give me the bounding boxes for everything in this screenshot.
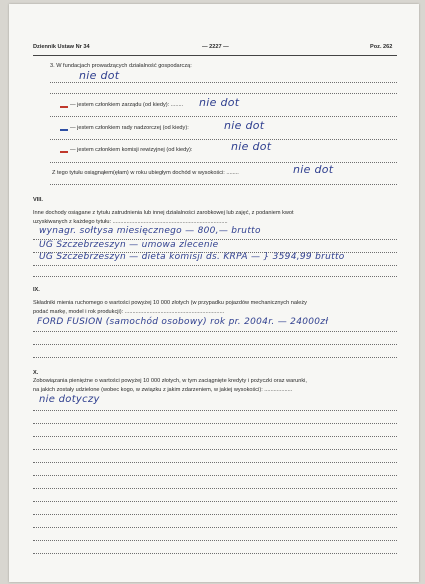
board-member-answer: nie dot: [199, 96, 240, 109]
answer-line: [33, 423, 397, 424]
section10-number: X.: [33, 370, 39, 376]
section9-answer: FORD FUSION (samochód osobowy) rok pr. 2004r. — 24000zł: [37, 317, 329, 327]
section8-text-line1: Inne dochody osiągane z tytułu zatrudnienia lub innej działalności zarobkowej lub zajęć, z podaniem kwot: [33, 210, 294, 216]
answer-line: [33, 527, 397, 528]
section3-answer: nie dot: [79, 69, 120, 82]
section8-number: VIII.: [33, 197, 43, 203]
answer-line: [50, 139, 397, 140]
section8-text-line2: uzyskiwanych z każdego tytułu: ..........................................................................: [33, 219, 228, 225]
answer-line: [33, 488, 397, 489]
section10-answer: nie dotyczy: [39, 394, 100, 405]
answer-line: [33, 357, 397, 358]
audit-committee-label: — jestem członkiem komisji rewizyjnej (od kiedy):: [70, 147, 193, 153]
answer-line: [50, 184, 397, 185]
section8-answer-1: wynagr. sołtysa miesięcznego — 800,— brutto: [39, 226, 261, 236]
red-dash-mark: [60, 106, 68, 108]
position-number: Poz. 262: [370, 44, 393, 50]
answer-line: [50, 82, 397, 83]
answer-line: [33, 276, 397, 277]
supervisory-board-answer: nie dot: [224, 119, 265, 132]
answer-line: [33, 410, 397, 411]
section3-intro: 3. W fundacjach prowadzących działalność gospodarczą:: [50, 63, 192, 69]
red-dash-mark: [60, 151, 68, 153]
answer-line: [33, 514, 397, 515]
answer-line: [33, 331, 397, 332]
section9-text-line2: podać markę, model i rok produkcji): ................................................................: [33, 309, 225, 315]
answer-line: [33, 449, 397, 450]
answer-line: [33, 475, 397, 476]
answer-line: [33, 501, 397, 502]
answer-line: [50, 93, 397, 94]
answer-line: [33, 540, 397, 541]
section10-text-line2: na jakich zostały udzielone (wobec kogo, w związku z jakim zdarzeniem, w jakiej wysokości): ..................: [33, 387, 293, 393]
header-rule: [33, 55, 397, 56]
section9-number: IX.: [33, 287, 40, 293]
income-answer: nie dot: [293, 163, 334, 176]
answer-line: [33, 265, 397, 266]
journal-name: Dziennik Ustaw Nr 34: [33, 44, 90, 50]
section8-answer-2: UG Szczebrzeszyn — umowa zlecenie: [39, 240, 219, 250]
answer-line: [33, 344, 397, 345]
section8-answer-3: UG Szczebrzeszyn — dieta komisji ds. KRPA — } 3594,99 brutto: [39, 252, 345, 262]
audit-committee-answer: nie dot: [231, 140, 272, 153]
income-label: Z tego tytułu osiągnąłem(ęłam) w roku ubiegłym dochód w wysokości: ........: [52, 170, 239, 176]
answer-line: [33, 462, 397, 463]
board-member-label: — jestem członkiem zarządu (od kiedy): ........: [70, 102, 184, 108]
document-page: [9, 4, 419, 582]
answer-line: [50, 162, 397, 163]
answer-line: [33, 553, 397, 554]
answer-line: [50, 116, 397, 117]
blue-dash-mark: [60, 129, 68, 131]
page-number: — 2227 —: [202, 44, 229, 50]
answer-line: [33, 436, 397, 437]
section9-text-line1: Składniki mienia ruchomego o wartości powyżej 10 000 złotych (w przypadku pojazdów mechanicznych należy: [33, 300, 307, 306]
supervisory-board-label: — jestem członkiem rady nadzorczej (od kiedy):: [70, 125, 189, 131]
section10-text-line1: Zobowiązania pieniężne o wartości powyżej 10 000 złotych, w tym zaciągnięte kredyty i pożyczki oraz warunki,: [33, 378, 307, 384]
